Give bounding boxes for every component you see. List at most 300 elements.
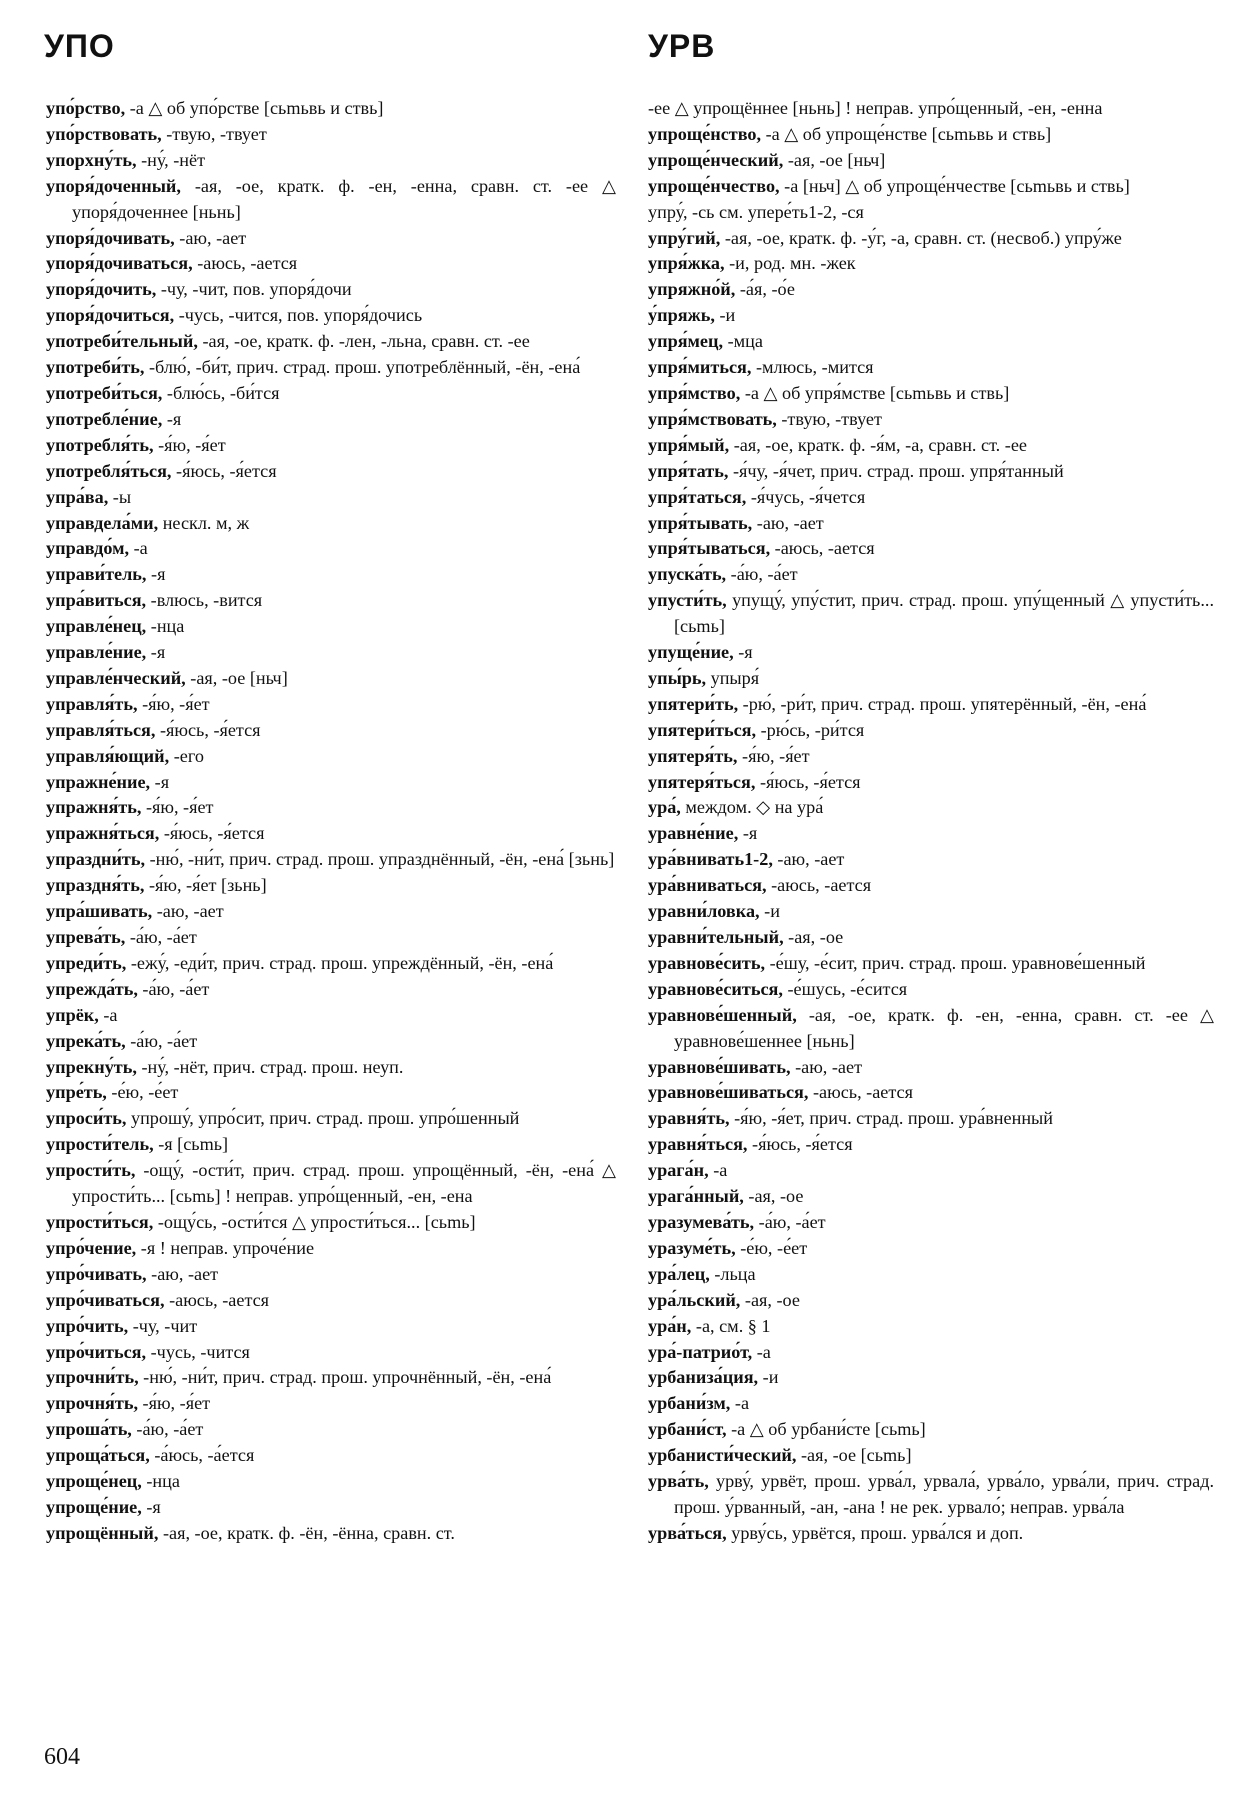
entry-definition: урву́, урвёт, прош. урва́л, урвала́, урва́ло, урва́ли, прич. страд. прош. у́рванный, -ан, -ана ! не рек. урвало́; неправ. урва́ла	[674, 1471, 1214, 1517]
entry-definition: -я́чу, -я́чет, прич. страд. прош. упря́танный	[728, 460, 1064, 481]
dictionary-entry	[648, 1314, 1214, 1340]
entry-definition: -я [сьmь]	[153, 1134, 229, 1155]
dictionary-entry	[46, 795, 616, 821]
dictionary-entry	[648, 1080, 1214, 1106]
dictionary-entry	[648, 355, 1214, 381]
entry-headword: урбанисти́ческий,	[648, 1445, 797, 1466]
entry-headword: упря́мый,	[648, 434, 730, 455]
entry-definition: -я́юсь, -я́ется	[171, 460, 277, 481]
dictionary-entry	[46, 1314, 616, 1340]
entry-headword: упря́тываться,	[648, 538, 771, 559]
entry-definition: -аю, -ает	[790, 1056, 863, 1077]
entry-headword: упо́рствовать,	[46, 123, 162, 144]
dictionary-entry	[46, 122, 616, 148]
entry-headword: управи́тель,	[46, 564, 147, 585]
dictionary-entry	[648, 718, 1214, 744]
entry-definition: -а́ю, -а́ет	[137, 978, 210, 999]
dictionary-entry	[648, 1236, 1214, 1262]
dictionary-entry	[648, 1443, 1214, 1469]
dictionary-entry	[46, 1340, 616, 1366]
entry-headword: употреби́ться,	[46, 382, 163, 403]
dictionary-entry	[46, 1495, 616, 1521]
dictionary-entry	[648, 692, 1214, 718]
entry-headword: упро́чение,	[46, 1237, 137, 1258]
dictionary-entry	[46, 1055, 616, 1081]
dictionary-entry	[648, 381, 1214, 407]
entry-headword: упроща́ться,	[46, 1445, 150, 1466]
dictionary-entry	[648, 511, 1214, 537]
entry-definition: упру́, -сь см. упере́ть1-2, -ся	[648, 201, 864, 222]
entry-headword: урбани́ст,	[648, 1419, 727, 1440]
entry-definition: -ая, -ое	[740, 1289, 800, 1310]
dictionary-entry	[648, 407, 1214, 433]
entry-definition: -е́ю, -е́ет	[735, 1237, 808, 1258]
dictionary-entry	[46, 459, 616, 485]
entry-headword: упро́читься,	[46, 1341, 147, 1362]
entry-definition: -чусь, -чится	[146, 1341, 250, 1362]
dictionary-entry	[648, 277, 1214, 303]
entry-definition: -чу, -чит	[128, 1315, 198, 1336]
dictionary-entry	[46, 1417, 616, 1443]
entry-definition: -ы	[108, 486, 132, 507]
dictionary-entry	[46, 148, 616, 174]
entry-headword: упрека́ть,	[46, 1030, 126, 1051]
dictionary-entry	[648, 303, 1214, 329]
entry-headword: уравне́ние,	[648, 823, 739, 844]
entry-headword: упятери́ть,	[648, 693, 739, 714]
entry-headword: упроще́нчество,	[648, 175, 780, 196]
dictionary-entry	[46, 1132, 616, 1158]
entry-headword: упятери́ться,	[648, 719, 757, 740]
dictionary-entry	[648, 873, 1214, 899]
entry-definition: -блю́сь, -би́тся	[162, 382, 280, 403]
dictionary-entry	[648, 666, 1214, 692]
entry-headword: упроще́нец,	[46, 1471, 142, 1492]
entry-headword: урага́нный,	[648, 1186, 744, 1207]
dictionary-entry	[648, 536, 1214, 562]
dictionary-entry	[648, 770, 1214, 796]
entry-definition: -а	[730, 1393, 750, 1414]
entry-definition: -твую, -твует	[161, 123, 267, 144]
entry-definition: -аюсь, -ается	[164, 1289, 270, 1310]
entry-definition: -а́я, -о́е	[735, 279, 795, 300]
entry-definition: -аюсь, -ается	[770, 538, 875, 559]
entry-headword: упрости́ть,	[46, 1160, 136, 1181]
entry-headword: управдела́ми,	[46, 512, 159, 533]
entry-headword: управле́нческий,	[46, 667, 186, 688]
dictionary-entry	[648, 1184, 1214, 1210]
dictionary-entry	[46, 899, 616, 925]
entry-definition: -я	[738, 823, 758, 844]
entry-headword: ура́н,	[648, 1315, 692, 1336]
entry-headword: упражня́ться,	[46, 823, 160, 844]
entry-headword: урва́ться,	[648, 1522, 727, 1543]
entry-definition: -я́ю, -я́ет	[141, 797, 214, 818]
entry-definition: -я	[141, 1496, 161, 1517]
entry-headword: управле́нец,	[46, 616, 147, 637]
entry-headword: уравнове́шенный,	[648, 1004, 797, 1025]
entry-headword: упуска́ть,	[648, 564, 727, 585]
entry-definition: -е́шусь, -е́сится	[782, 978, 908, 999]
entry-definition: -а	[129, 538, 148, 559]
dictionary-entry	[46, 251, 616, 277]
entry-definition: -ая, -ое	[743, 1186, 804, 1207]
entry-headword: упря́мец,	[648, 331, 724, 352]
entry-headword: употреби́ть,	[46, 357, 145, 378]
entry-headword: урага́н,	[648, 1160, 709, 1181]
entry-headword: упряжно́й,	[648, 279, 736, 300]
entry-headword: упраздни́ть,	[46, 849, 146, 870]
entry-definition: -е́шу, -е́сит, прич. страд. прош. уравнове́шенный	[765, 952, 1146, 973]
dictionary-entry	[648, 1055, 1214, 1081]
dictionary-entry	[648, 795, 1214, 821]
entry-headword: упражня́ть,	[46, 797, 142, 818]
entry-definition: -а	[708, 1160, 728, 1181]
entry-definition: -а △ об упроще́нстве [cьmьвь и ствь]	[761, 123, 1052, 144]
dictionary-entry	[46, 588, 616, 614]
entry-definition: -ну́, -нёт	[136, 149, 206, 170]
entry-headword: упраздня́ть,	[46, 875, 145, 896]
dictionary-entry	[46, 847, 616, 873]
entry-headword: упрости́тель,	[46, 1134, 154, 1155]
entry-headword: упроша́ть,	[46, 1419, 132, 1440]
entry-definition: -влюсь, -вится	[146, 590, 263, 611]
entry-definition: упыря́	[706, 667, 760, 688]
entry-headword: упра́виться,	[46, 590, 147, 611]
dictionary-entry	[46, 485, 616, 511]
dictionary-entry	[648, 562, 1214, 588]
dictionary-entry	[648, 1003, 1214, 1055]
entry-definition: -чу, -чит, пов. упоря́дочи	[156, 279, 352, 300]
entry-headword: упря́тать,	[648, 460, 729, 481]
dictionary-entry	[648, 1210, 1214, 1236]
entry-headword: употребля́ться,	[46, 460, 172, 481]
dictionary-entry	[46, 1288, 616, 1314]
entry-definition: -ая, -ое	[783, 927, 844, 947]
dictionary-entry	[46, 614, 616, 640]
entry-headword: упуще́ние,	[648, 642, 734, 663]
entry-headword: ура́,	[648, 797, 681, 818]
entry-headword: упря́мствовать,	[648, 408, 777, 429]
dictionary-entry	[46, 977, 616, 1003]
dictionary-entry	[46, 381, 616, 407]
dictionary-entry	[648, 1158, 1214, 1184]
entry-headword: уравни́ловка,	[648, 901, 760, 922]
entry-headword: упрёк,	[46, 1004, 99, 1025]
right-column	[648, 96, 1214, 1547]
entry-headword: упря́миться,	[648, 357, 752, 378]
dictionary-entry	[46, 96, 616, 122]
entry-headword: упроще́нческий,	[648, 149, 784, 170]
entry-definition: -а́ю, -а́ет	[131, 1419, 204, 1440]
entry-headword: упроще́нство,	[648, 123, 762, 144]
entry-definition: -ая, -ое [сьmь]	[796, 1445, 912, 1466]
dictionary-entry	[46, 718, 616, 744]
entry-headword: ура́внивать1-2,	[648, 849, 773, 870]
dictionary-entry	[46, 355, 616, 381]
entry-headword: упражне́ние,	[46, 771, 151, 792]
entry-definition: -я́ю, -я́ет, прич. страд. прош. ура́вненный	[729, 1108, 1054, 1129]
entry-definition: -а́юсь, -а́ется	[149, 1445, 255, 1466]
entry-headword: управля́ющий,	[46, 745, 170, 766]
dictionary-entry	[648, 329, 1214, 355]
entry-definition: -а́ю, -а́ет	[125, 927, 197, 947]
dictionary-entry	[648, 847, 1214, 873]
entry-definition: -я́юсь, -я́ется	[155, 719, 261, 740]
entry-definition: -твую, -твует	[776, 408, 882, 429]
entry-definition: -рю́сь, -ри́тся	[756, 719, 865, 740]
dictionary-entry	[648, 821, 1214, 847]
entry-definition: -а △ об упо́рстве [cьmьвь и ствь]	[125, 98, 384, 118]
entry-headword: упроси́ть,	[46, 1108, 127, 1129]
dictionary-entry	[648, 899, 1214, 925]
dictionary-entry	[648, 433, 1214, 459]
entry-definition: -ню́, -ни́т, прич. страд. прош. упрочнённый, -ён, -ена́	[138, 1367, 552, 1388]
entry-definition: -а́ю, -а́ет	[125, 1030, 198, 1051]
entry-definition: -а́ю, -а́ет	[726, 564, 798, 585]
entry-headword: упоря́дочиться,	[46, 305, 175, 326]
entry-headword: упря́жка,	[648, 253, 725, 274]
entry-definition: -мца	[723, 331, 763, 352]
dictionary-entry	[46, 1210, 616, 1236]
dictionary-entry	[46, 1003, 616, 1029]
dictionary-entry	[46, 692, 616, 718]
entry-headword: упятеря́ться,	[648, 771, 756, 792]
entry-definition: -я́юсь, -я́ется	[747, 1134, 853, 1155]
entry-definition: -и	[758, 1367, 779, 1388]
dictionary-entry	[648, 1365, 1214, 1391]
dictionary-entry	[648, 1262, 1214, 1288]
entry-definition: -а	[752, 1341, 771, 1362]
entry-definition: -аю, -ает	[752, 512, 824, 533]
dictionary-entry	[648, 588, 1214, 640]
dictionary-entry	[46, 821, 616, 847]
dictionary-entry	[648, 1521, 1214, 1547]
entry-definition: -ая, -ое [ньч]	[185, 667, 288, 688]
dictionary-entry	[648, 1417, 1214, 1443]
entry-definition: -я́юсь, -я́ется	[159, 823, 265, 844]
entry-headword: управля́ть,	[46, 693, 138, 714]
entry-definition: -ежу́, -еди́т, прич. страд. прош. упреждённый, -ён, -ена́	[126, 952, 554, 973]
dictionary-entry	[648, 977, 1214, 1003]
entry-definition: -млюсь, -мится	[751, 357, 874, 378]
dictionary-entry	[648, 744, 1214, 770]
entry-headword: упря́таться,	[648, 486, 747, 507]
entry-definition: -ая, -ое, кратк. ф. -ен, -енна, сравн. ст. -ее △ упоря́доченнее [ньнь]	[72, 175, 616, 222]
entry-definition: -я	[733, 642, 753, 663]
entry-definition: упрошу́, упро́сит, прич. страд. прош. упро́шенный	[126, 1108, 520, 1129]
entry-headword: уравнове́ситься,	[648, 978, 783, 999]
entry-definition: -его	[169, 745, 204, 766]
entry-headword: упрева́ть,	[46, 927, 126, 947]
dictionary-entry	[648, 200, 1214, 226]
entry-definition: -ая, -ое [ньч]	[783, 149, 886, 170]
entry-definition: -я	[150, 771, 170, 792]
entry-headword: упоря́дочиваться,	[46, 253, 193, 274]
entry-definition: -а △ об упря́мстве [cьmьвь и ствь]	[740, 382, 1010, 403]
entry-definition: -а [ньч] △ об упроще́нчестве [cьmьвь и ствь]	[779, 175, 1130, 196]
entry-headword: упрощённый,	[46, 1522, 159, 1543]
entry-headword: упоря́доченный,	[46, 175, 181, 196]
entry-headword: упря́мство,	[648, 382, 741, 403]
entry-headword: упятеря́ть,	[648, 745, 738, 766]
page-header-left: УПО	[44, 28, 115, 64]
entry-definition: нескл. м, ж	[158, 512, 250, 533]
entry-headword: упру́гий,	[648, 227, 721, 248]
entry-definition: -аю, -ает	[152, 901, 224, 922]
dictionary-entry	[648, 1391, 1214, 1417]
dictionary-entry	[648, 174, 1214, 200]
dictionary-entry	[648, 1340, 1214, 1366]
entry-definition: -и	[759, 901, 780, 922]
dictionary-entry	[46, 562, 616, 588]
entry-headword: у́пряжь,	[648, 305, 715, 326]
dictionary-entry	[648, 459, 1214, 485]
entry-headword: урбани́зм,	[648, 1393, 731, 1414]
entry-headword: упро́чивать,	[46, 1263, 147, 1284]
entry-definition: -ая, -ое, кратк. ф. -ён, -ённа, сравн. ст.	[158, 1522, 455, 1543]
entry-definition: -я́ю, -я́ет	[137, 693, 210, 714]
entry-headword: упроще́ние,	[46, 1496, 142, 1517]
dictionary-entry	[648, 96, 1214, 122]
dictionary-entry	[46, 951, 616, 977]
left-column	[46, 96, 616, 1547]
entry-headword: упрочни́ть,	[46, 1367, 139, 1388]
entry-headword: урбаниза́ция,	[648, 1367, 759, 1388]
dictionary-entry	[46, 433, 616, 459]
entry-headword: упоря́дочивать,	[46, 227, 175, 248]
entry-definition: -я	[162, 408, 182, 429]
entry-headword: ура́вниваться,	[648, 875, 767, 896]
entry-headword: упра́ва,	[46, 486, 109, 507]
entry-headword: управле́ние,	[46, 642, 147, 663]
page-header-right: УРВ	[648, 28, 716, 64]
dictionary-entry	[46, 1262, 616, 1288]
entry-definition: -ощу́сь, -ости́тся △ упрости́ться... [сьmь]	[153, 1211, 476, 1232]
entry-definition: -ощу́, -ости́т, прич. страд. прош. упрощённый, -ён, -ена́ △ упрости́ть... [сьmь] ! неправ. упро́щенный, -ен, -ена	[72, 1160, 616, 1207]
entry-definition: урву́сь, урвётся, прош. урва́лся и доп.	[726, 1522, 1024, 1543]
entry-definition: междом. ◇ на ура́	[680, 797, 824, 818]
entry-headword: упро́чиваться,	[46, 1289, 165, 1310]
dictionary-entry	[648, 1132, 1214, 1158]
entry-headword: упреди́ть,	[46, 952, 127, 973]
entry-definition: -ню́, -ни́т, прич. страд. прош. упразднённый, -ён, -ена́ [зьнь]	[145, 849, 615, 870]
entry-definition: -нца	[141, 1471, 180, 1492]
entry-definition: -льца	[709, 1263, 756, 1284]
entry-definition: -ая, -ое, кратк. ф. -я́м, -а, сравн. ст. -ее	[729, 434, 1027, 455]
dictionary-entry	[648, 925, 1214, 951]
entry-definition: -я	[146, 642, 166, 663]
dictionary-entry	[648, 226, 1214, 252]
dictionary-entry	[648, 485, 1214, 511]
entry-definition: -я ! неправ. упроче́ние	[136, 1237, 315, 1258]
entry-definition: -я́ю, -я́ет	[153, 434, 226, 455]
dictionary-entry	[46, 1443, 616, 1469]
dictionary-entry	[46, 1029, 616, 1055]
dictionary-entry	[46, 277, 616, 303]
entry-definition: -е́ю, -е́ет	[106, 1082, 179, 1103]
entry-headword: уравня́ться,	[648, 1134, 748, 1155]
dictionary-entry	[648, 1469, 1214, 1521]
entry-headword: употребле́ние,	[46, 408, 163, 429]
entry-definition: -и, род. мн. -жек	[724, 253, 856, 274]
dictionary-entry	[46, 873, 616, 899]
dictionary-entry	[46, 666, 616, 692]
entry-headword: управдо́м,	[46, 538, 130, 559]
entry-definition: -аю, -ает	[146, 1263, 219, 1284]
entry-headword: ура́лец,	[648, 1263, 710, 1284]
dictionary-entry	[46, 303, 616, 329]
entry-definition: -я́ю, -я́ет	[138, 1393, 211, 1414]
dictionary-entry	[46, 1158, 616, 1210]
dictionary-entry	[46, 1521, 616, 1547]
entry-definition: -я	[146, 564, 166, 585]
entry-definition: -аю, -ает	[772, 849, 845, 870]
entry-headword: упрекну́ть,	[46, 1056, 137, 1077]
dictionary-entry	[46, 1365, 616, 1391]
entry-definition: -а, см. § 1	[691, 1315, 771, 1336]
entry-headword: уравни́тельный,	[648, 927, 784, 947]
entry-headword: упоря́дочить,	[46, 279, 157, 300]
dictionary-entry	[46, 1236, 616, 1262]
page-number: 604	[44, 1744, 80, 1770]
entry-definition: -я́чусь, -я́чется	[746, 486, 866, 507]
entry-headword: урва́ть,	[648, 1471, 709, 1492]
entry-definition: -аюсь, -ается	[192, 253, 298, 274]
dictionary-entry	[648, 1106, 1214, 1132]
dictionary-entry	[46, 1469, 616, 1495]
dictionary-entry	[46, 511, 616, 537]
entry-definition: -я́юсь, -я́ется	[755, 771, 861, 792]
dictionary-entry	[46, 536, 616, 562]
entry-headword: уравнове́шиваться,	[648, 1082, 809, 1103]
entry-definition: -а	[98, 1004, 118, 1025]
entry-headword: упре́ть,	[46, 1082, 107, 1103]
entry-definition: -а △ об урбани́сте [сьmь]	[726, 1419, 926, 1440]
entry-headword: ура́льский,	[648, 1289, 741, 1310]
dictionary-entry	[46, 1106, 616, 1132]
entry-definition: -я́ю, -я́ет	[737, 745, 810, 766]
dictionary-entry	[46, 407, 616, 433]
entry-headword: упо́рство,	[46, 98, 126, 118]
dictionary-entry	[46, 329, 616, 355]
entry-headword: уравня́ть,	[648, 1108, 730, 1129]
entry-definition: -аю, -ает	[174, 227, 247, 248]
dictionary-entry	[46, 770, 616, 796]
entry-headword: употреби́тельный,	[46, 331, 198, 352]
entry-definition: -чусь, -чится, пов. упоря́дочись	[174, 305, 423, 326]
entry-headword: упрости́ться,	[46, 1211, 154, 1232]
entry-definition: -ну́, -нёт, прич. страд. прош. неуп.	[136, 1056, 404, 1077]
entry-definition: -ее △ упрощённее [ньнь] ! неправ. упро́щенный, -ен, -енна	[648, 98, 1103, 118]
dictionary-entry	[648, 148, 1214, 174]
dictionary-entry	[648, 951, 1214, 977]
entry-definition: -я́ю, -я́ет [зьнь]	[144, 875, 267, 896]
entry-headword: уравнове́шивать,	[648, 1056, 791, 1077]
entry-headword: управля́ться,	[46, 719, 156, 740]
entry-definition: -ая, -ое, кратк. ф. -ен, -енна, сравн. ст. -ее △ уравнове́шеннее [ньнь]	[674, 1004, 1214, 1051]
dictionary-entry	[46, 925, 616, 951]
dictionary-entry	[46, 640, 616, 666]
entry-headword: уразуме́ть,	[648, 1237, 736, 1258]
entry-definition: упущу́, упу́стит, прич. страд. прош. упу́щенный △ упусти́ть... [сьmь]	[674, 590, 1214, 637]
entry-headword: упрочня́ть,	[46, 1393, 138, 1414]
entry-headword: упусти́ть,	[648, 590, 727, 611]
dictionary-entry	[648, 640, 1214, 666]
entry-definition: -аюсь, -ается	[766, 875, 872, 896]
entry-definition: -и	[714, 305, 736, 326]
entry-headword: ура́-патрио́т,	[648, 1341, 753, 1362]
